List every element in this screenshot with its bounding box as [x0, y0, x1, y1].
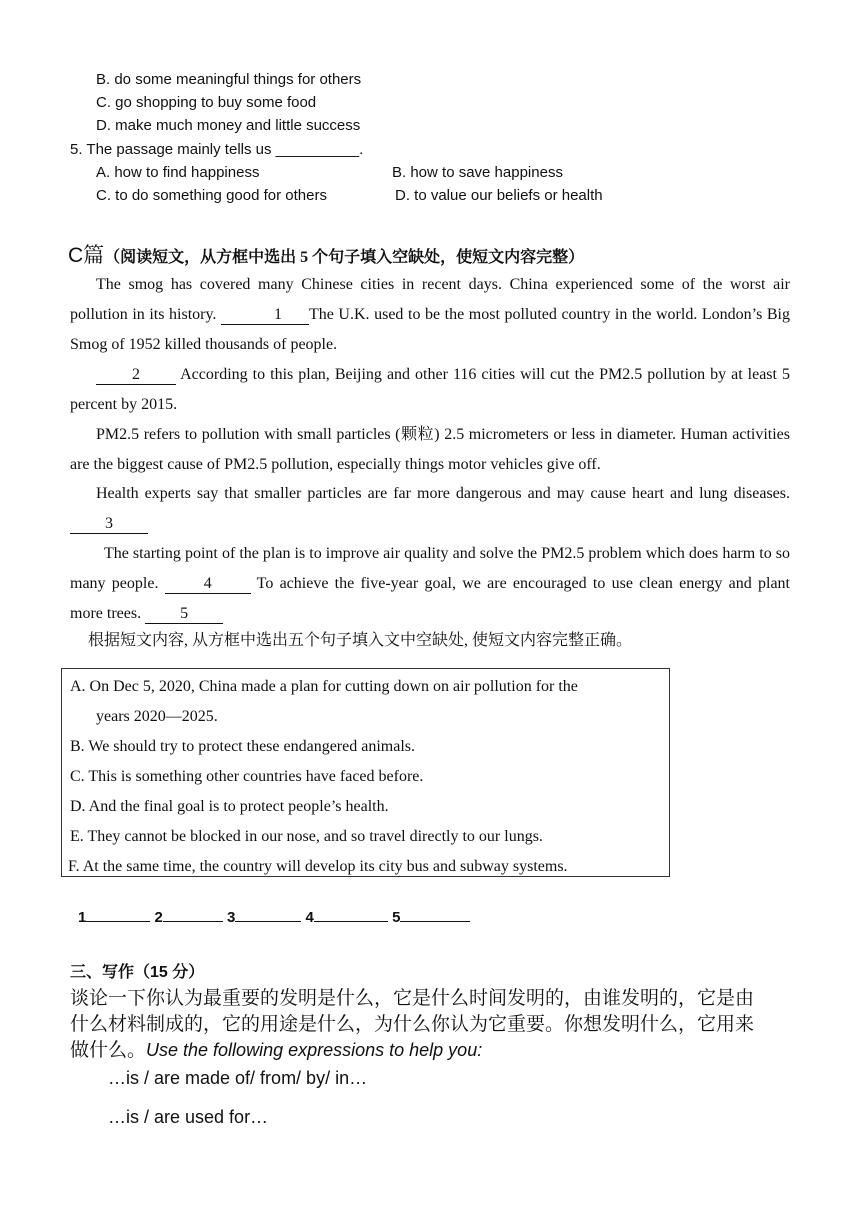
writing-expression-1: …is / are made of/ from/ by/ in… [108, 1068, 368, 1088]
box-option-f: F. At the same time, the country will develop its city bus and subway systems. [68, 858, 568, 875]
answer-label-2: 2 [154, 909, 163, 926]
q5-stem: 5. The passage mainly tells us __________. [70, 141, 364, 158]
paragraph-text: To achieve the five-year goal, we are encouraged to use clean energy and plant more trees. [70, 575, 791, 622]
answer-label-3: 3 [227, 909, 236, 926]
passage-paragraph-1 [70, 270, 790, 360]
section-c-heading [68, 239, 584, 269]
q5-option-d: D. to value our beliefs or health [395, 187, 603, 204]
q4-option-d: D. make much money and little success [96, 117, 361, 134]
q5-option-c: C. to do something good for others [96, 187, 327, 204]
writing-prompt-line-1: 谈论一下你认为最重要的发明是什么，它是什么时间发明的，由谁发明的，它是由 [70, 988, 755, 1009]
writing-prompt-line-2: 什么材料制成的，它的用途是什么，为什么你认为它重要。你想发明什么，它用来 [70, 1014, 755, 1035]
box-option-a-cont: years 2020—2025. [96, 708, 218, 725]
section-c-note: （阅读短文，从方框中选出 5 个句子填入空缺处，使短文内容完整） [104, 249, 585, 266]
paragraph-text: The U.K. used to be the most polluted country in the world. London’s Big Smog of 1952 killed thousands of people. [70, 306, 791, 353]
passage-paragraph-5 [70, 539, 790, 629]
q4-option-c: C. go shopping to buy some food [96, 94, 317, 111]
blank-1: 1 [221, 306, 309, 325]
blank-3: 3 [70, 515, 148, 534]
writing-heading: 三、写作（15 分） [70, 964, 205, 981]
paragraph-text: According to this plan, Beijing and other 116 cities will cut the PM2.5 pollution by at least 5 percent by 2015. [70, 366, 790, 413]
box-option-d: D. And the final goal is to protect people’s health. [70, 798, 389, 815]
box-option-e: E. They cannot be blocked in our nose, and so travel directly to our lungs. [70, 828, 543, 845]
answer-line [78, 909, 470, 926]
answer-blank-5[interactable] [400, 921, 470, 922]
q5-option-b: B. how to save happiness [392, 164, 563, 181]
blank-5: 5 [145, 605, 223, 624]
box-option-b: B. We should try to protect these endangered animals. [70, 738, 415, 755]
section-c-title: C篇 [68, 244, 105, 267]
box-option-c: C. This is something other countries have faced before. [70, 768, 424, 785]
answer-label-1: 1 [78, 909, 87, 926]
q5-option-a: A. how to find happiness [96, 164, 260, 181]
answer-blank-3[interactable] [235, 921, 301, 922]
passage-paragraph-2 [70, 360, 790, 420]
paragraph-text: The starting point of the plan is to improve air quality and solve the PM2.5 problem which does harm to so many people. [70, 545, 790, 592]
writing-prompt-line-3 [70, 1035, 482, 1062]
paragraph-text: The smog has covered many Chinese cities in recent days. China experienced some of the worst air pollution in its history. [70, 276, 790, 323]
box-option-a: A. On Dec 5, 2020, China made a plan for cutting down on air pollution for the [70, 678, 578, 695]
answer-label-5: 5 [392, 909, 401, 926]
blank-4: 4 [165, 575, 251, 594]
passage-paragraph-4 [70, 479, 790, 539]
blank-2: 2 [96, 366, 176, 385]
paragraph-text: Health experts say that smaller particles are far more dangerous and may cause heart and lung diseases. [96, 485, 790, 502]
options-box [61, 668, 670, 877]
writing-expression-2: …is / are used for… [108, 1107, 269, 1127]
answer-blank-2[interactable] [163, 921, 223, 922]
writing-prompt-en: Use the following expressions to help you: [146, 1040, 483, 1060]
answer-label-4: 4 [305, 909, 314, 926]
passage-paragraph-3: PM2.5 refers to pollution with small particles (颗粒) 2.5 micrometers or less in diameter. Human activities are the biggest cause of PM2.5 pollution, especially things motor vehicles give off. [70, 426, 790, 473]
answer-blank-4[interactable] [314, 921, 388, 922]
answer-blank-1[interactable] [86, 921, 150, 922]
writing-prompt-cn: 做什么。 [70, 1040, 147, 1061]
instruction-text: 根据短文内容, 从方框中选出五个句子填入文中空缺处, 使短文内容完整正确。 [88, 632, 633, 649]
q4-option-b: B. do some meaningful things for others [96, 71, 362, 88]
